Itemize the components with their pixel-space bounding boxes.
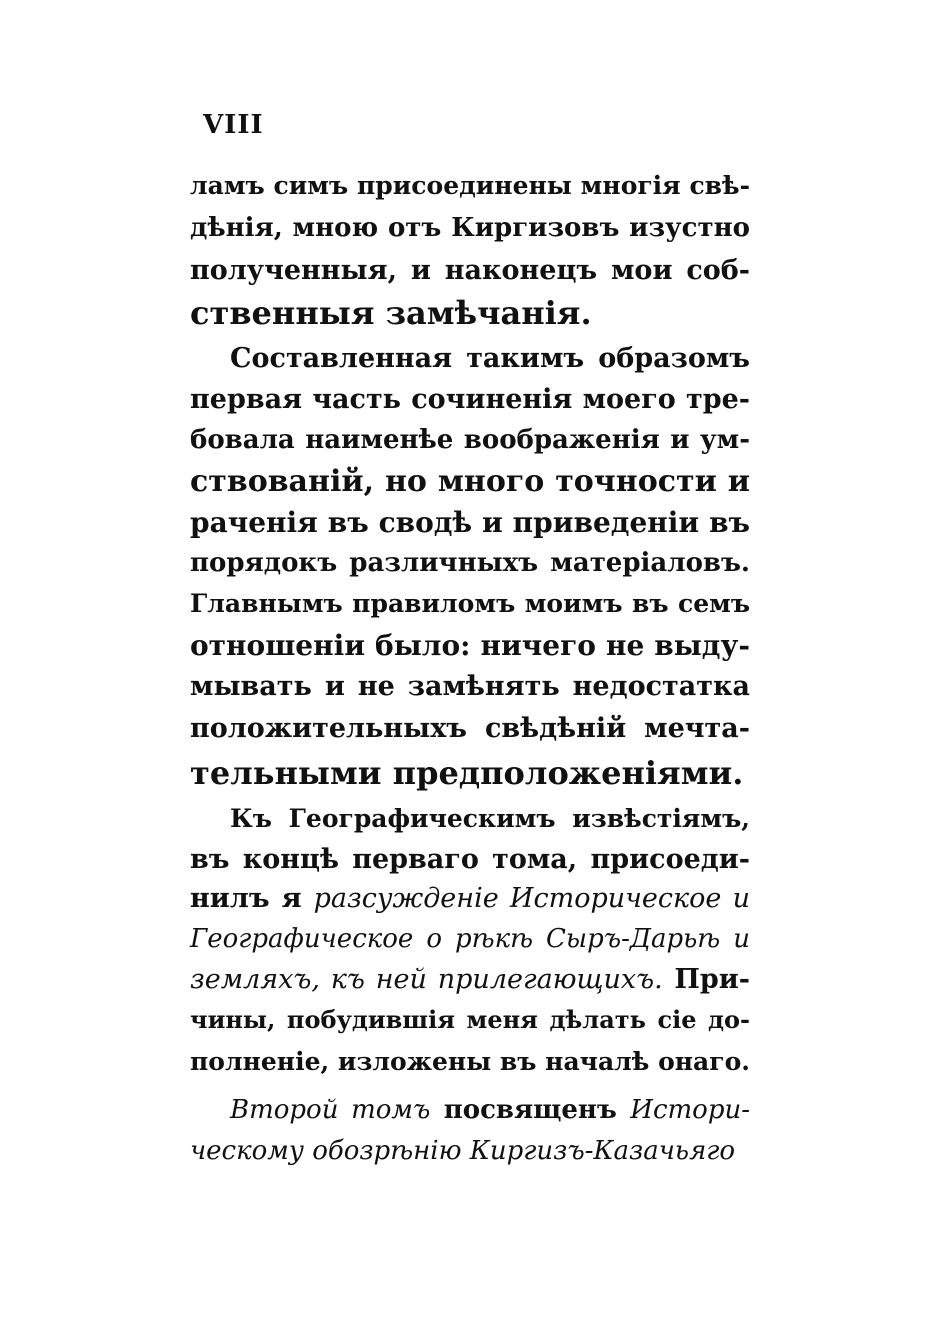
text-segment: Географическое о рѣкѣ Сыръ-Дарьѣ и xyxy=(190,924,750,954)
text-line xyxy=(190,673,750,700)
text-segment: нилъ я xyxy=(190,883,314,914)
text-segment: При- xyxy=(662,964,750,995)
text-line xyxy=(190,885,750,912)
text-segment: бовала наименѣе воображенія и ум- xyxy=(190,425,750,455)
text-segment: мывать и не замѣнять недостатка xyxy=(190,671,750,702)
text-line xyxy=(190,1049,750,1074)
text-segment: ственныя замѣчанія. xyxy=(190,294,592,332)
text-line xyxy=(190,506,750,539)
text-segment: положительныхъ свѣдѣній мечта- xyxy=(190,713,750,744)
text-segment: полненіе, изложены въ началѣ онаго. xyxy=(190,1047,750,1076)
text-line xyxy=(190,294,750,332)
text-line xyxy=(190,1005,750,1034)
text-segment: Къ Географическимъ извѣстіямъ, xyxy=(230,804,750,833)
text-line xyxy=(230,806,750,831)
text-segment: тельными предположеніями. xyxy=(190,754,744,792)
text-segment: чины, побудившія меня дѣлать сіе до- xyxy=(190,1005,750,1034)
text-line xyxy=(190,427,750,453)
page-number: VIII xyxy=(203,110,264,140)
text-line xyxy=(190,215,750,241)
text-line xyxy=(190,591,750,616)
text-line xyxy=(190,966,750,993)
text-segment: первая часть сочиненія моего тре- xyxy=(190,384,750,415)
text-segment: разсужденіе Историческое и xyxy=(313,883,750,914)
text-segment: Истори- xyxy=(630,1095,750,1125)
text-line xyxy=(190,754,750,792)
text-line xyxy=(190,173,750,198)
text-line xyxy=(230,1097,750,1123)
text-line xyxy=(190,846,750,873)
text-line xyxy=(190,715,750,742)
text-line xyxy=(190,464,750,499)
text-segment: полученныя, и наконецъ мои соб- xyxy=(190,255,750,286)
text-segment: ческому обозрѣнію Киргизъ-Казачьяго xyxy=(190,1136,736,1166)
text-segment: земляхъ, къ ней прилегающихъ. xyxy=(190,964,663,995)
text-segment: раченія въ сводѣ и приведеніи въ xyxy=(190,506,750,539)
text-segment: Главнымъ правиломъ моимъ въ семъ xyxy=(190,589,750,618)
text-line xyxy=(190,257,750,284)
text-segment: дѣнія, мною отъ Киргизовъ изустно xyxy=(190,213,750,243)
text-line xyxy=(190,550,750,576)
text-line xyxy=(190,1138,750,1164)
text-segment: порядокъ различныхъ матеріаловъ. xyxy=(190,548,750,578)
text-segment: отношеніи было: ничего не выду- xyxy=(190,629,750,662)
text-segment: Второй томъ xyxy=(230,1095,431,1125)
text-line xyxy=(190,629,750,662)
text-segment: ламъ симъ присоединены многія свѣ- xyxy=(190,171,750,200)
text-segment: въ концѣ перваго тома, присоеди- xyxy=(190,844,750,875)
text-line xyxy=(190,926,750,952)
text-segment: посвященъ xyxy=(430,1095,631,1125)
text-line xyxy=(230,345,750,372)
text-line xyxy=(190,386,750,413)
text-segment: Составленная такимъ образомъ xyxy=(230,343,750,374)
text-segment: ствованій, но много точности и xyxy=(190,464,750,499)
